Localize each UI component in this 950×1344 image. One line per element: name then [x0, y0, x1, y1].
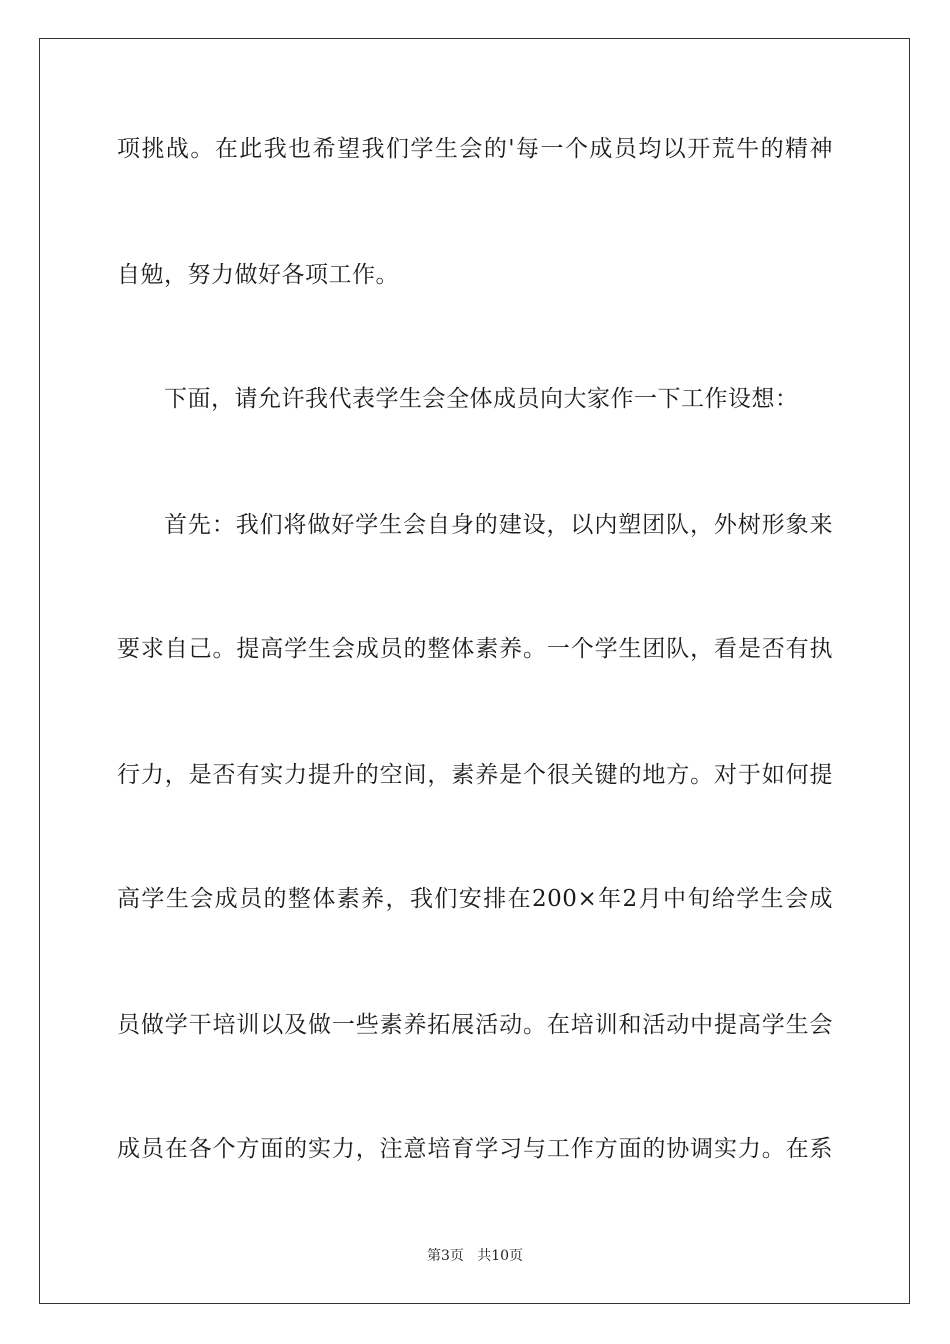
page-number-footer: 第3页 共10页 [426, 1248, 524, 1264]
text-line-4: 首先：我们将做好学生会自身的建设，以内塑团队，外树形象来 [164, 512, 833, 538]
text-line-3: 下面，请允许我代表学生会全体成员向大家作一下工作设想： [164, 386, 799, 412]
text-line-7: 高学生会成员的整体素养，我们安排在200×年2月中旬给学生会成 [117, 886, 833, 912]
text-line-5: 要求自己。提高学生会成员的整体素养。一个学生团队，看是否有执 [117, 636, 833, 662]
text-line-2: 自勉，努力做好各项工作。 [117, 262, 399, 288]
text-line-8: 员做学干培训以及做一些素养拓展活动。在培训和活动中提高学生会 [117, 1012, 833, 1038]
text-line-1: 项挑战。在此我也希望我们学生会的'每一个成员均以开荒牛的精神 [117, 136, 833, 162]
page-frame [39, 38, 910, 1304]
text-line-9: 成员在各个方面的实力，注意培育学习与工作方面的协调实力。在系 [117, 1136, 833, 1162]
text-line-6: 行力，是否有实力提升的空间，素养是个很关键的地方。对于如何提 [117, 762, 833, 788]
